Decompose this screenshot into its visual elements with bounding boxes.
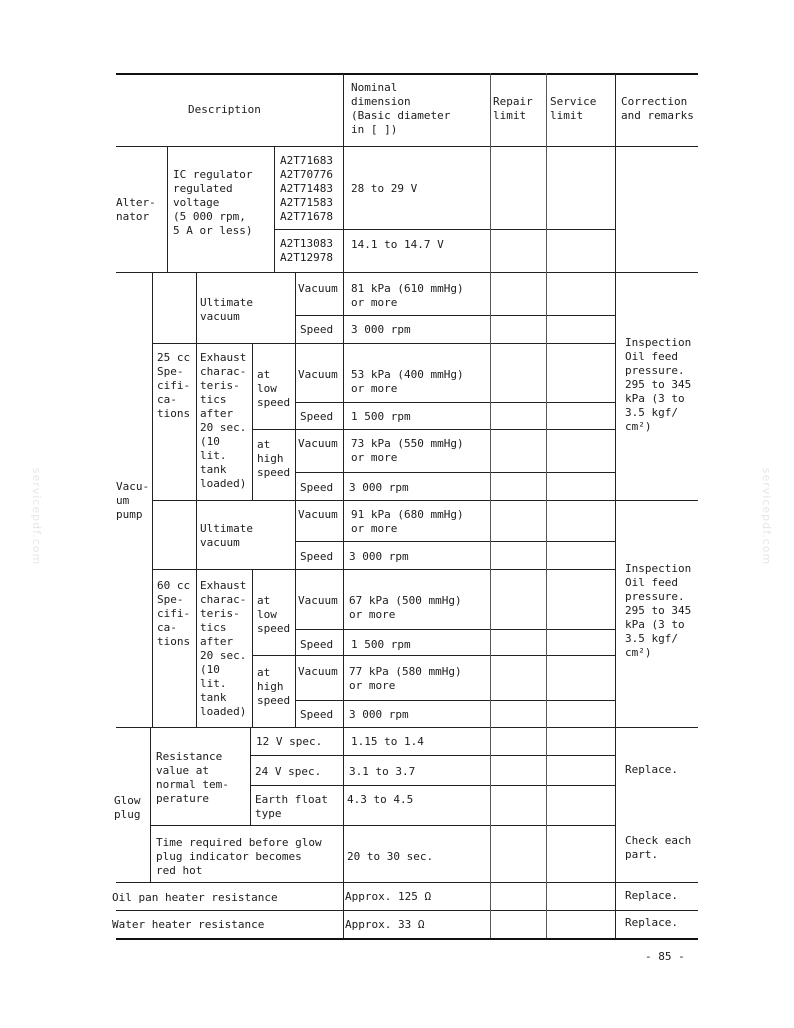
vacuum-60cc-high-vacuum-value: 77 kPa (580 mmHg) or more	[349, 665, 462, 692]
vacuum-25cc-low-speed-value: 1 500 rpm	[351, 410, 411, 423]
vacuum-25cc-high-speed-word: Speed	[300, 481, 334, 494]
vacuum-60cc-low-speed-word: Speed	[300, 638, 334, 651]
vacuum-60cc-low-speed: at low speed	[257, 594, 291, 635]
vacuum-25cc-low-speed: at low speed	[257, 368, 291, 409]
watermark-right: servicepdf.com	[760, 467, 774, 566]
oil-pan-heater-value: Approx. 125 Ω	[345, 890, 432, 903]
vacuum-25cc-ult-vacuum-word: Vacuum	[298, 282, 338, 295]
vacuum-25cc-remarks: Inspection Oil feed pressure. 295 to 345 kPa (3 to 3.5 kgf/ cm²)	[625, 336, 692, 433]
glow-plug-spec-24v: 24 V spec.	[255, 765, 322, 778]
vacuum-60cc-ult-speed-value: 3 000 rpm	[349, 550, 409, 563]
vacuum-60cc-low-vacuum-value: 67 kPa (500 mmHg) or more	[349, 594, 462, 621]
glow-plug-time-value: 20 to 30 sec.	[347, 850, 434, 863]
glow-plug-value-earth: 4.3 to 4.5	[347, 793, 414, 806]
vacuum-25cc-high-vacuum-word: Vacuum	[298, 437, 338, 450]
vacuum-60cc-high-speed-word: Speed	[300, 708, 334, 721]
glow-plug-value-12v: 1.15 to 1.4	[351, 735, 424, 748]
glow-plug-resistance: Resistance value at normal tem- perature	[156, 750, 229, 805]
water-heater-remark: Replace.	[625, 916, 678, 929]
vacuum-25cc-high-speed-value: 3 000 rpm	[349, 481, 409, 494]
alternator-models-1: A2T71683 A2T70776 A2T71483 A2T71583 A2T71678	[280, 154, 333, 223]
alternator-value-2: 14.1 to 14.7 V	[351, 238, 444, 251]
oil-pan-heater-remark: Replace.	[625, 889, 678, 902]
vacuum-25cc-low-vacuum-value: 53 kPa (400 mmHg) or more	[351, 368, 464, 395]
vacuum-25cc-low-speed-word: Speed	[300, 410, 334, 423]
vacuum-60cc-remarks: Inspection Oil feed pressure. 295 to 345 kPa (3 to 3.5 kgf/ cm²)	[625, 562, 692, 659]
oil-pan-heater-label: Oil pan heater resistance	[112, 891, 278, 904]
glow-plug-spec-earth: Earth float type	[255, 793, 328, 820]
header-correction-remarks: Correction and remarks	[621, 95, 694, 122]
vacuum-pump-label: Vacu- um pump	[116, 480, 150, 521]
header-repair-limit: Repair limit	[493, 95, 533, 122]
vacuum-60cc-ult-vacuum-word: Vacuum	[298, 508, 338, 521]
vacuum-60cc-ult-vacuum-value: 91 kPa (680 mmHg) or more	[351, 508, 464, 535]
page-number: - 85 -	[645, 950, 685, 963]
water-heater-label: Water heater resistance	[112, 918, 265, 931]
water-heater-value: Approx. 33 Ω	[345, 918, 425, 931]
vacuum-60cc-high-speed: at high speed	[257, 666, 291, 707]
glow-plug-resistance-remark: Replace.	[625, 763, 678, 776]
vacuum-25cc-ultimate: Ultimate vacuum	[200, 296, 253, 323]
header-description: Description	[188, 103, 261, 116]
vacuum-25cc-low-vacuum-word: Vacuum	[298, 368, 338, 381]
vacuum-25cc-high-vacuum-value: 73 kPa (550 mmHg) or more	[351, 437, 464, 464]
glow-plug-spec-12v: 12 V spec.	[256, 735, 323, 748]
vacuum-60cc-exhaust: Exhaust charac- teris- tics after 20 sec. (10 lit. tank loaded)	[200, 579, 247, 718]
glow-plug-time: Time required before glow plug indicator becomes red hot	[156, 836, 322, 877]
vacuum-25cc-ult-vacuum-value: 81 kPa (610 mmHg) or more	[351, 282, 464, 309]
vacuum-60cc-low-vacuum-word: Vacuum	[298, 594, 338, 607]
vacuum-60cc-ult-speed-word: Speed	[300, 550, 334, 563]
alternator-models-2: A2T13083 A2T12978	[280, 237, 333, 264]
alternator-ic-regulator: IC regulator regulated voltage (5 000 rpm, 5 A or less)	[173, 168, 253, 237]
alternator-value-1: 28 to 29 V	[351, 182, 418, 195]
vacuum-25cc-label: 25 cc Spe- cifi- ca- tions	[157, 351, 191, 420]
vacuum-60cc-ultimate: Ultimate vacuum	[200, 522, 253, 549]
header-service-limit: Service limit	[550, 95, 597, 122]
vacuum-25cc-high-speed: at high speed	[257, 438, 291, 479]
vacuum-25cc-exhaust: Exhaust charac- teris- tics after 20 sec. (10 lit. tank loaded)	[200, 351, 247, 490]
header-nominal-dimension: Nominal dimension (Basic diameter in [ ])	[351, 81, 451, 136]
vacuum-60cc-low-speed-value: 1 500 rpm	[351, 638, 411, 651]
vacuum-25cc-ult-speed-value: 3 000 rpm	[351, 323, 411, 336]
alternator-label: Alter- nator	[116, 196, 156, 223]
watermark-left: servicepdf.com	[30, 467, 44, 566]
vacuum-25cc-ult-speed-word: Speed	[300, 323, 334, 336]
glow-plug-time-remark: Check each part.	[625, 834, 692, 861]
vacuum-60cc-high-vacuum-word: Vacuum	[298, 665, 338, 678]
vacuum-60cc-label: 60 cc Spe- cifi- ca- tions	[157, 579, 191, 648]
glow-plug-value-24v: 3.1 to 3.7	[349, 765, 416, 778]
glow-plug-label: Glow plug	[114, 794, 141, 821]
vacuum-60cc-high-speed-value: 3 000 rpm	[349, 708, 409, 721]
